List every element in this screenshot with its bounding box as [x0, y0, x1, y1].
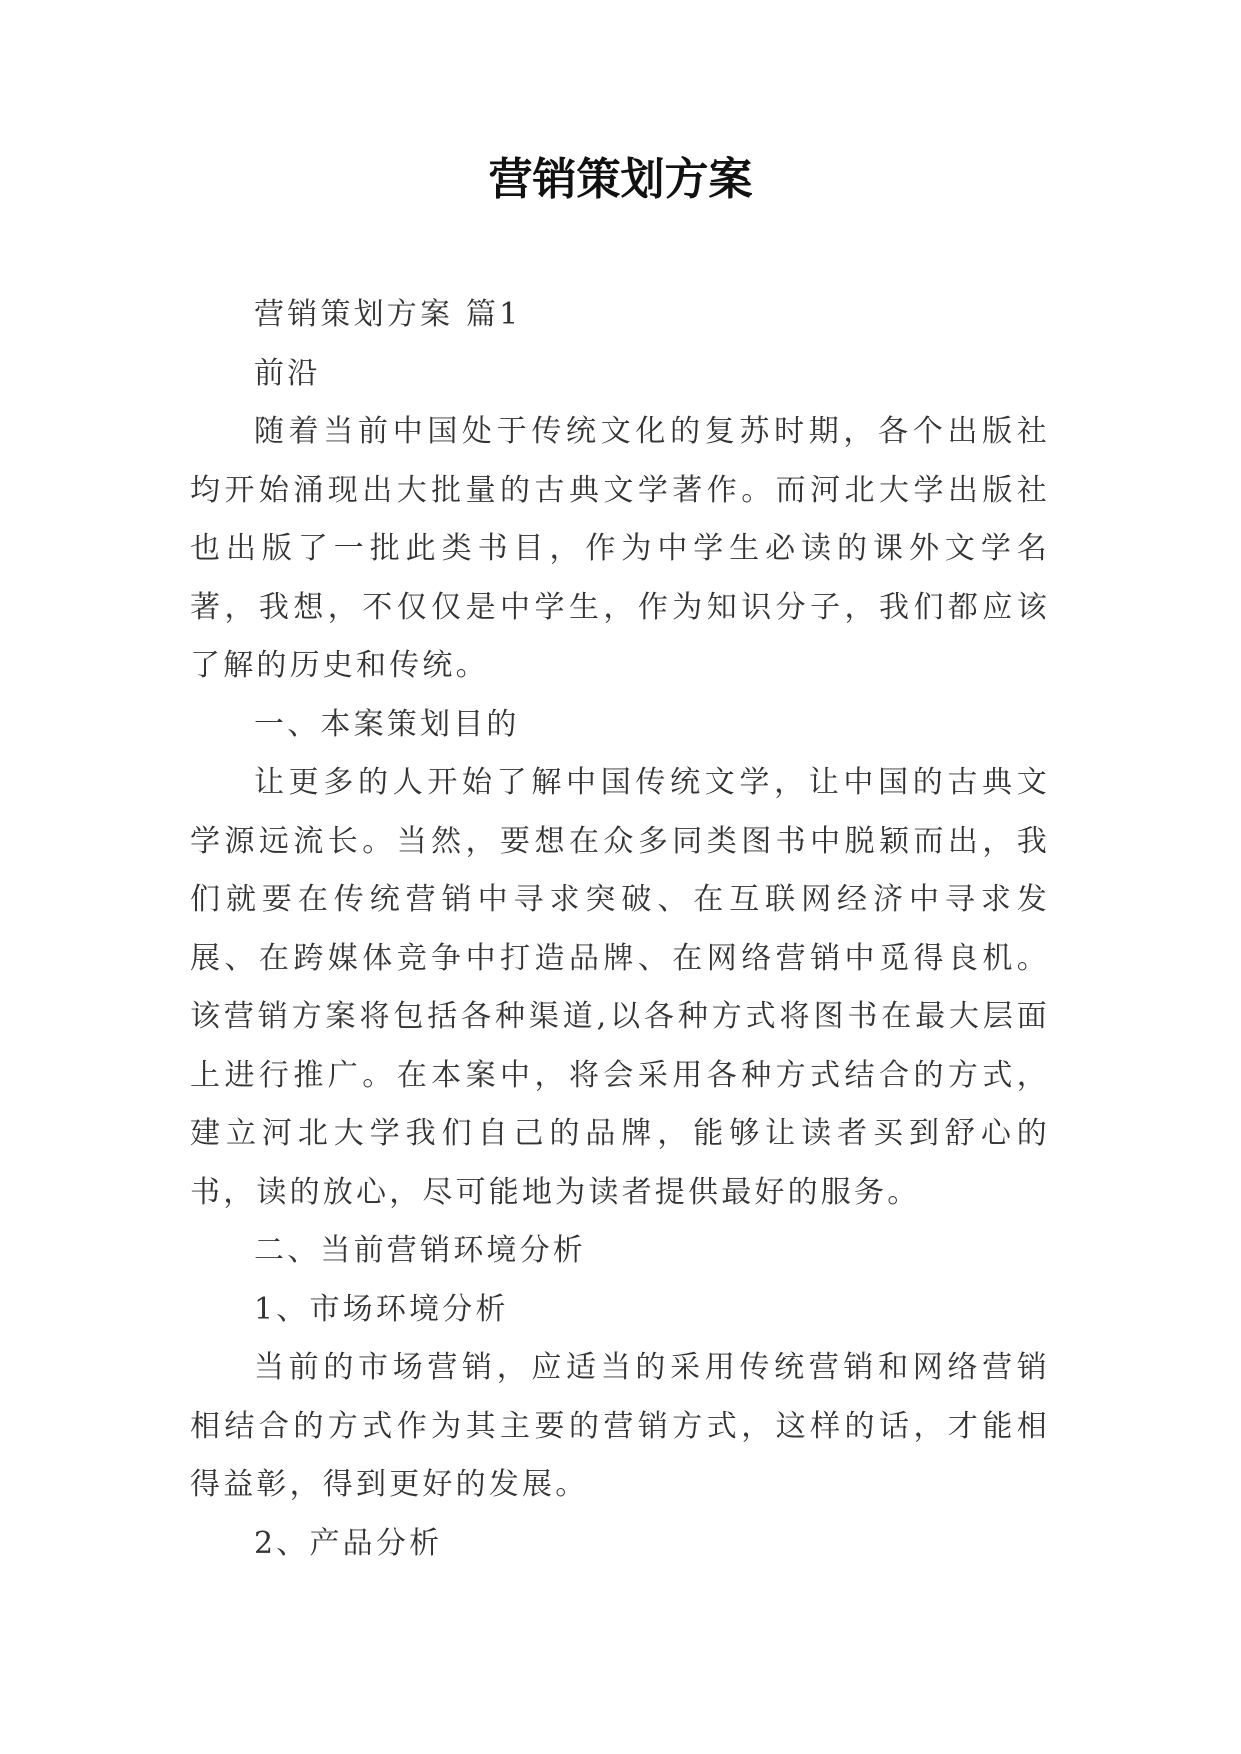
preface-heading: 前沿: [254, 355, 321, 391]
body-paragraph: 当前的市场营销，应适当的采用传统营销和网络营销相结合的方式作为其主要的营销方式，这样的话，才能相得益彰，得到更好的发展。: [190, 1350, 1050, 1502]
subsection-heading: 1、市场环境分析: [254, 1291, 509, 1327]
section-heading: 营销策划方案 篇1: [254, 297, 522, 332]
document-body: [190, 286, 1050, 1573]
document-title: 营销策划方案: [488, 154, 753, 205]
section-heading: 一、本案策划目的: [254, 706, 520, 742]
subsection-heading: 2、产品分析: [254, 1525, 443, 1561]
body-paragraph: 随着当前中国处于传统文化的复苏时期，各个出版社均开始涌现出大批量的古典文学著作。而河北大学出版社也出版了一批此类书目，作为中学生必读的课外文学名著，我想，不仅仅是中学生，作为知识分子，我们都应该了解的历史和传统。: [190, 414, 1050, 683]
section-heading: 二、当前营销环境分析: [254, 1233, 586, 1268]
body-paragraph: 让更多的人开始了解中国传统文学，让中国的古典文学源远流长。当然，要想在众多同类图书中脱颖而出，我们就要在传统营销中寻求突破、在互联网经济中寻求发展、在跨媒体竞争中打造品牌、在网络营销中觅得良机。该营销方案将包括各种渠道,以各种方式将图书在最大层面上进行推广。在本案中，将会采用各种方式结合的方式，建立河北大学我们自己的品牌，能够让读者买到舒心的书，读的放心，尽可能地为读者提供最好的服务。: [190, 765, 1050, 1210]
